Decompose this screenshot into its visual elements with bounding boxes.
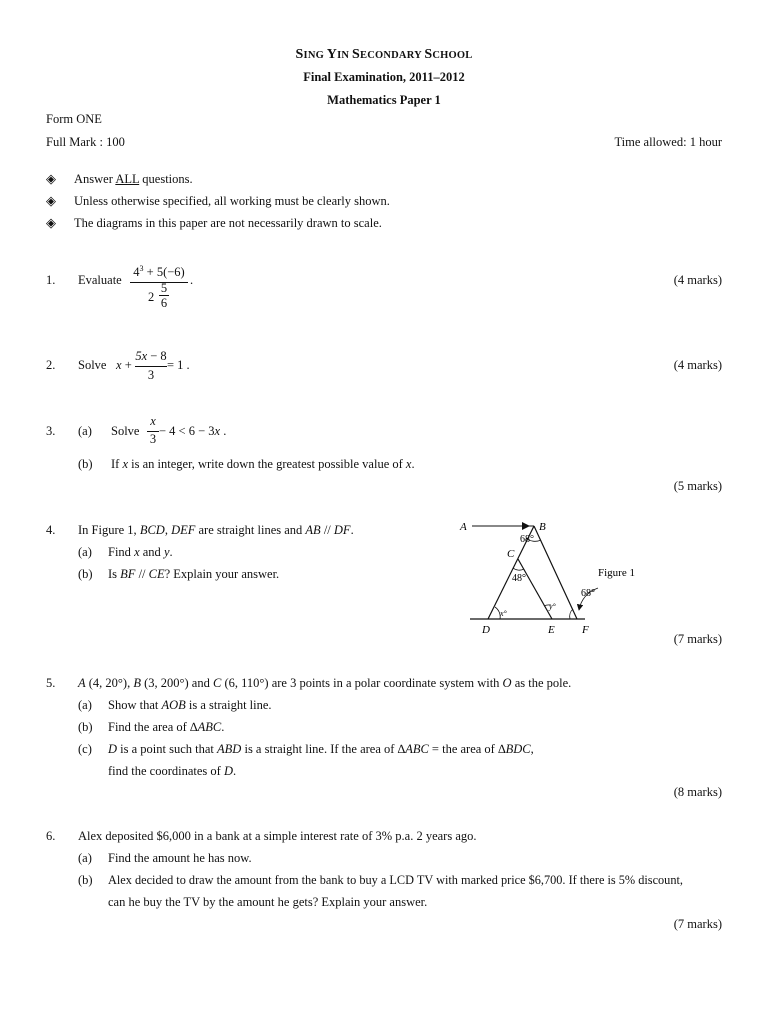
angle-y-label: y° bbox=[549, 602, 556, 611]
q3-inequality: − 4 < 6 − 3x . bbox=[159, 424, 227, 438]
q5-intro: A (4, 20°), B (3, 200°) and C (6, 110°) are 3 points in a polar coordinate system with O as the pole. bbox=[78, 676, 572, 690]
full-mark: Full Mark : 100 bbox=[46, 135, 125, 149]
q5-c-text-line2: find the coordinates of D. bbox=[108, 764, 237, 778]
line-ce bbox=[518, 559, 552, 619]
label-d: D bbox=[482, 624, 490, 636]
q4-a-text: Find x and y. bbox=[108, 545, 173, 559]
time-allowed: Time allowed: 1 hour bbox=[614, 135, 722, 149]
instruction-3: The diagrams in this paper are not necessarily drawn to scale. bbox=[74, 216, 382, 230]
q5-b-label: (b) bbox=[78, 720, 93, 734]
q2-text: Solve bbox=[78, 358, 107, 372]
angle-f-label: 68° bbox=[581, 588, 595, 599]
q4-b-label: (b) bbox=[78, 567, 93, 581]
q4-marks: (7 marks) bbox=[673, 632, 722, 646]
bullet-icon: ◈ bbox=[46, 215, 56, 230]
q6-b-label: (b) bbox=[78, 873, 93, 887]
angle-x-label: x° bbox=[500, 609, 507, 618]
q2-marks: (4 marks) bbox=[673, 358, 722, 372]
q6-a-text: Find the amount he has now. bbox=[108, 851, 252, 865]
q5-number: 5. bbox=[46, 676, 56, 690]
figure-1-diagram bbox=[440, 510, 660, 640]
bullet-icon: ◈ bbox=[46, 171, 56, 186]
q1-end: . bbox=[190, 273, 194, 287]
q3-denominator: 3 bbox=[149, 432, 157, 446]
q1-text: Evaluate bbox=[78, 273, 122, 287]
q1-denominator-whole: 2 bbox=[148, 290, 155, 304]
bullet-icon: ◈ bbox=[46, 193, 56, 208]
instruction-1: Answer ALL questions. bbox=[74, 172, 193, 186]
q2-numerator: 5x − 8 bbox=[135, 349, 167, 363]
q2-equation: x + bbox=[116, 358, 132, 372]
q1-denominator-frac: 5 6 bbox=[160, 281, 168, 310]
q6-intro: Alex deposited $6,000 in a bank at a simple interest rate of 3% p.a. 2 years ago. bbox=[78, 829, 477, 843]
q5-a-text: Show that AOB is a straight line. bbox=[108, 698, 272, 712]
q5-b-text: Find the area of ∆ABC. bbox=[108, 720, 225, 734]
q3-b-text: If x is an integer, write down the greatest possible value of x. bbox=[111, 457, 415, 471]
q4-number: 4. bbox=[46, 523, 56, 537]
label-b: B bbox=[539, 521, 546, 533]
q3-b-label: (b) bbox=[78, 457, 93, 471]
q2-fraction-bar bbox=[135, 366, 167, 367]
q3-a-text: Solve bbox=[111, 424, 140, 438]
q1-marks: (4 marks) bbox=[673, 273, 722, 287]
q3-marks: (5 marks) bbox=[673, 479, 722, 493]
q3-number: 3. bbox=[46, 424, 56, 438]
form-label: Form ONE bbox=[46, 112, 102, 126]
label-c: C bbox=[507, 548, 515, 560]
q5-c-text: D is a point such that ABD is a straight line. If the area of ∆ABC = the area of ∆BDC, bbox=[108, 742, 534, 756]
q2-equals: = 1 . bbox=[167, 358, 190, 372]
q6-number: 6. bbox=[46, 829, 56, 843]
q4-a-label: (a) bbox=[78, 545, 92, 559]
school-name: SING YIN SECONDARY SCHOOL bbox=[295, 47, 473, 62]
q3-numerator: x bbox=[150, 414, 156, 428]
q3-a-label: (a) bbox=[78, 424, 92, 438]
q6-a-label: (a) bbox=[78, 851, 92, 865]
angle-c-label: 48° bbox=[512, 573, 526, 584]
q5-a-label: (a) bbox=[78, 698, 92, 712]
q1-numerator: $4^3 + 5(-6)$ bbox=[133, 264, 185, 280]
q4-b-text: Is BF // CE? Explain your answer. bbox=[108, 567, 280, 581]
figure-caption: Figure 1 bbox=[598, 567, 635, 579]
q2-denominator: 3 bbox=[147, 368, 155, 382]
label-a: A bbox=[460, 521, 467, 533]
label-f: F bbox=[582, 624, 589, 636]
angle-c-arc bbox=[513, 568, 524, 570]
q1-number: 1. bbox=[46, 273, 56, 287]
q4-intro: In Figure 1, BCD, DEF are straight lines and AB // DF. bbox=[78, 523, 354, 537]
q2-number: 2. bbox=[46, 358, 56, 372]
q5-marks: (8 marks) bbox=[673, 785, 722, 799]
q5-c-label: (c) bbox=[78, 742, 92, 756]
paper-title: Mathematics Paper 1 bbox=[327, 93, 441, 107]
instruction-2: Unless otherwise specified, all working must be clearly shown. bbox=[74, 194, 390, 208]
q6-b-text: Alex decided to draw the amount from the bank to buy a LCD TV with marked price $6,700. If there is 5% discount, bbox=[108, 873, 683, 887]
q6-marks: (7 marks) bbox=[673, 917, 722, 931]
label-e: E bbox=[548, 624, 555, 636]
exam-title: Final Examination, 2011–2012 bbox=[303, 70, 465, 84]
angle-b-label: 68° bbox=[520, 534, 534, 545]
q6-b-text-line2: can he buy the TV by the amount he gets? Explain your answer. bbox=[108, 895, 428, 909]
